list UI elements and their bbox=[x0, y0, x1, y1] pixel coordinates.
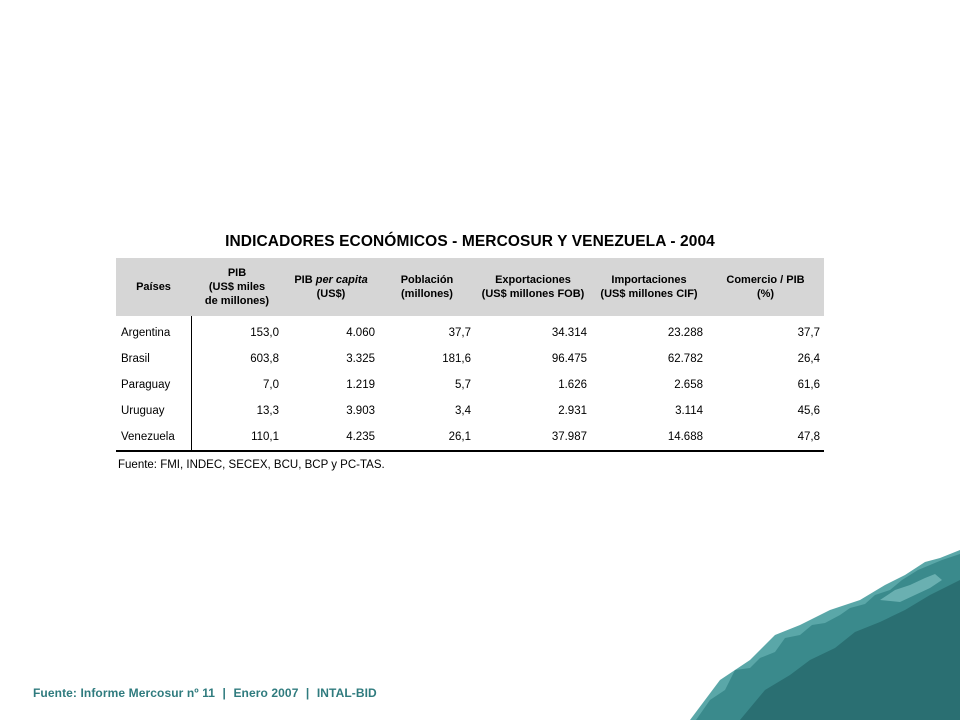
footer-org: INTAL-BID bbox=[316, 686, 377, 700]
cell-exportaciones: 34.314 bbox=[551, 327, 587, 339]
cell-comercio-pib: 45,6 bbox=[797, 405, 820, 417]
header-poblacion: Población (millones) bbox=[379, 258, 475, 316]
cell-exportaciones: 1.626 bbox=[558, 379, 587, 391]
cell-poblacion: 26,1 bbox=[379, 424, 475, 451]
cell-pais: Brasil bbox=[116, 346, 191, 372]
footer-report: Fuente: Informe Mercosur nº 11 bbox=[33, 686, 216, 700]
cell-pais: Paraguay bbox=[116, 372, 191, 398]
teal-mountain-decoration bbox=[680, 540, 960, 720]
cell-comercio-pib: 26,4 bbox=[797, 353, 820, 365]
table-row bbox=[116, 316, 824, 346]
cell-pib: 153,0 bbox=[250, 327, 279, 339]
header-pib: PIB (US$ miles de millones) bbox=[191, 258, 283, 316]
cell-importaciones: 3.114 bbox=[675, 405, 703, 417]
table-row bbox=[116, 398, 824, 424]
cell-importaciones: 14.688 bbox=[591, 424, 707, 451]
cell-pib: 603,8 bbox=[250, 353, 279, 365]
cell-pib-per-capita: 1.219 bbox=[346, 379, 375, 391]
cell-comercio-pib: 61,6 bbox=[797, 379, 820, 391]
cell-pais: Argentina bbox=[116, 316, 191, 346]
header-comercio-pib: Comercio / PIB (%) bbox=[707, 258, 824, 316]
cell-poblacion: 3,4 bbox=[455, 405, 471, 417]
cell-pib-per-capita: 3.325 bbox=[346, 353, 375, 365]
cell-exportaciones: 2.931 bbox=[558, 405, 587, 417]
cell-pib-per-capita: 3.903 bbox=[346, 405, 375, 417]
footer-date: Enero 2007 bbox=[233, 686, 299, 700]
cell-pib: 13,3 bbox=[256, 405, 279, 417]
cell-importaciones: 62.782 bbox=[667, 353, 703, 365]
cell-poblacion: 181,6 bbox=[442, 353, 471, 365]
cell-exportaciones: 37.987 bbox=[475, 424, 591, 451]
cell-pais: Venezuela bbox=[116, 424, 191, 451]
cell-pib-per-capita: 4.235 bbox=[283, 424, 379, 451]
cell-pib: 110,1 bbox=[191, 424, 283, 451]
cell-importaciones: 23.288 bbox=[667, 327, 703, 339]
table-row bbox=[116, 424, 824, 451]
header-notch bbox=[116, 316, 191, 319]
cell-pib: 7,0 bbox=[263, 379, 279, 391]
table-row bbox=[116, 372, 824, 398]
header-pib-per-capita: PIB per capita (US$) bbox=[283, 258, 379, 316]
header-importaciones: Importaciones (US$ millones CIF) bbox=[591, 258, 707, 316]
header-exportaciones: Exportaciones (US$ millones FOB) bbox=[475, 258, 591, 316]
table-header-row bbox=[116, 258, 824, 316]
table-row bbox=[116, 346, 824, 372]
cell-pais: Uruguay bbox=[116, 398, 191, 424]
source-note: Fuente: FMI, INDEC, SECEX, BCU, BCP y PC-TAS. bbox=[118, 459, 385, 471]
cell-comercio-pib: 37,7 bbox=[797, 327, 820, 339]
header-paises: Países bbox=[116, 258, 191, 316]
cell-poblacion: 5,7 bbox=[455, 379, 471, 391]
footer-separator: | bbox=[305, 686, 310, 700]
cell-comercio-pib: 47,8 bbox=[707, 424, 824, 451]
cell-exportaciones: 96.475 bbox=[551, 353, 587, 365]
table-title: INDICADORES ECONÓMICOS - MERCOSUR Y VENEZUELA - 2004 bbox=[225, 233, 715, 250]
cell-pib-per-capita: 4.060 bbox=[346, 327, 375, 339]
indicators-table bbox=[116, 258, 824, 452]
footer-source bbox=[33, 686, 377, 700]
cell-poblacion: 37,7 bbox=[448, 327, 471, 339]
footer-separator: | bbox=[222, 686, 226, 700]
cell-importaciones: 2.658 bbox=[674, 379, 703, 391]
